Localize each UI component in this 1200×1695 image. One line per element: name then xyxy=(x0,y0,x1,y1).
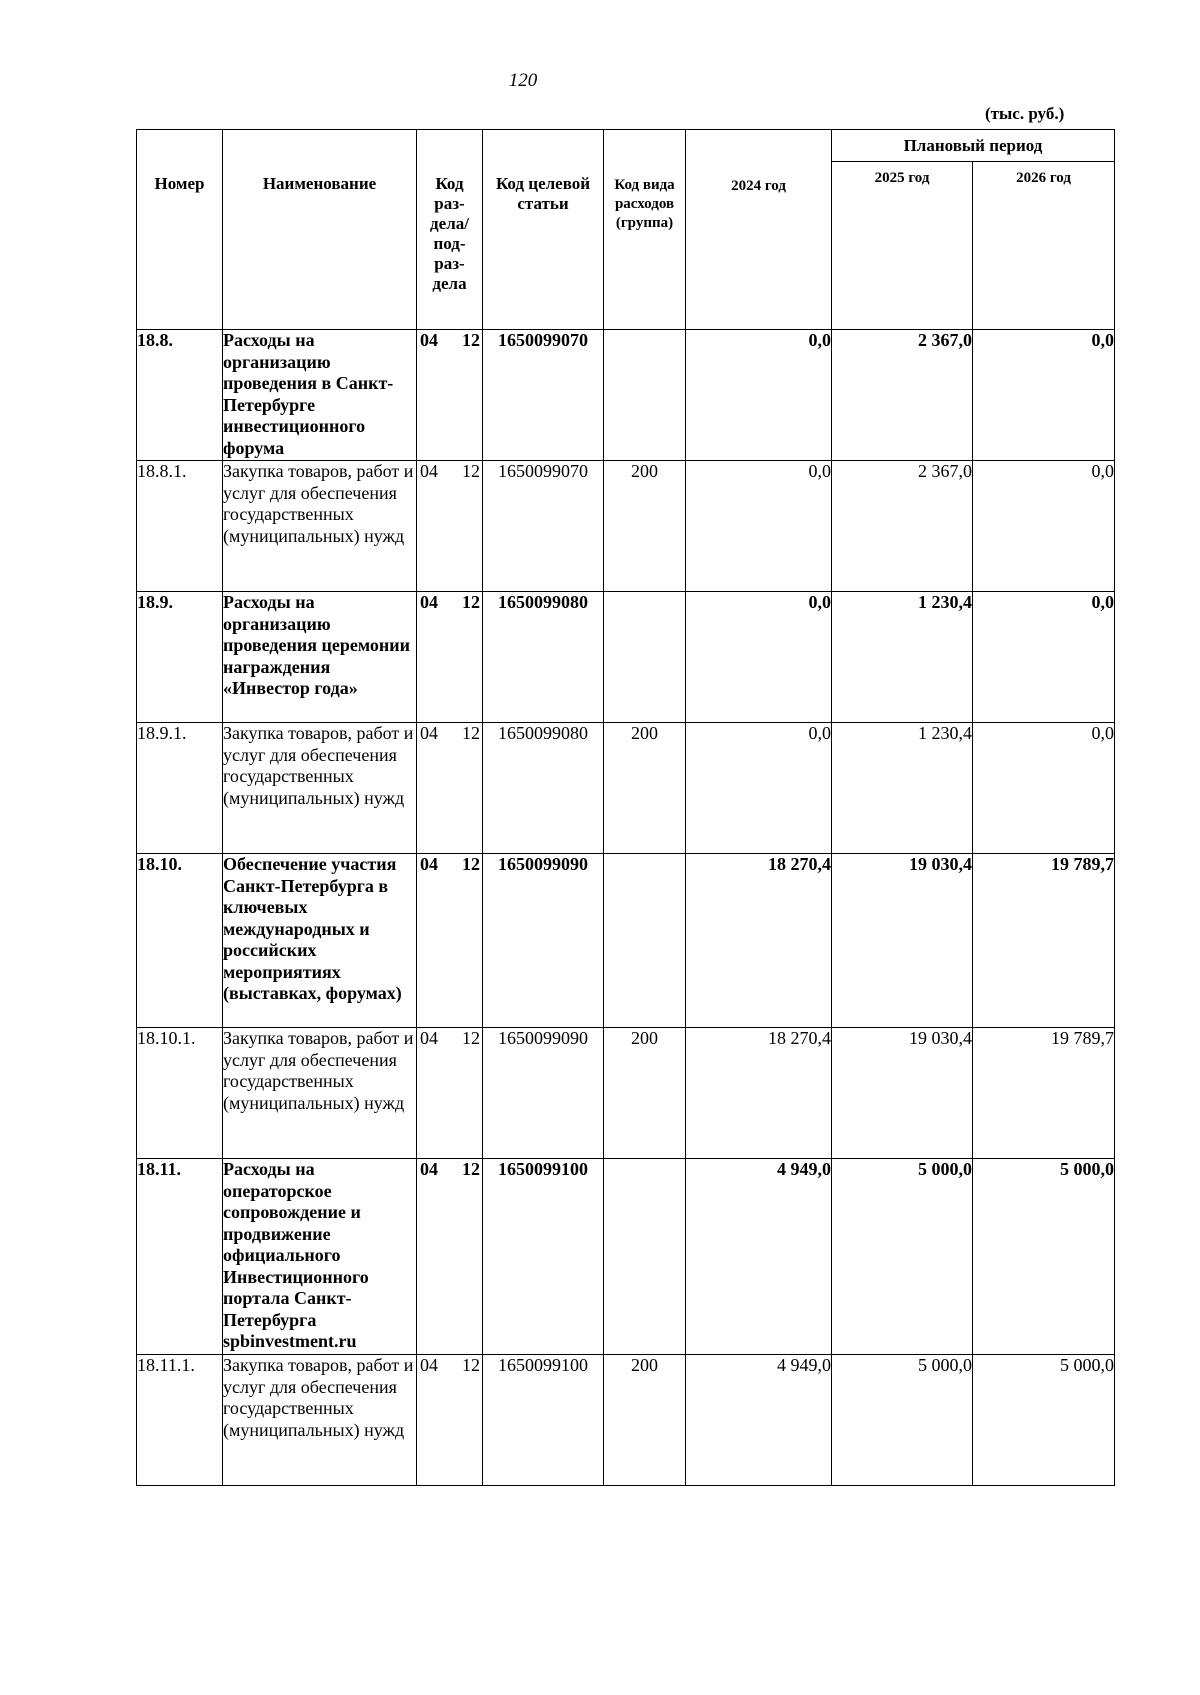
row-number: 18.8. xyxy=(137,330,223,461)
row-section-code: 04 12 xyxy=(417,1028,483,1159)
row-number: 18.9.1. xyxy=(137,723,223,854)
row-amount-2024: 0,0 xyxy=(686,330,832,461)
row-amount-2024: 18 270,4 xyxy=(686,854,832,1028)
table-row xyxy=(137,854,1115,1028)
row-target-code: 1650099090 xyxy=(483,1028,604,1159)
row-amount-2024: 0,0 xyxy=(686,723,832,854)
row-amount-2025: 5 000,0 xyxy=(832,1159,973,1355)
row-target-code: 1650099100 xyxy=(483,1355,604,1486)
table-row xyxy=(137,1159,1115,1355)
row-amount-2025: 2 367,0 xyxy=(832,461,973,592)
row-target-code: 1650099070 xyxy=(483,330,604,461)
row-section-code: 04 12 xyxy=(417,1159,483,1355)
row-name: Расходы на операторское сопровождение и продвижение официального Инвестиционного портала Санкт-Петербурга spbinvestment.ru xyxy=(223,1159,417,1355)
row-amount-2024: 4 949,0 xyxy=(686,1159,832,1355)
row-name: Закупка товаров, работ и услуг для обеспечения государственных (муниципальных) нужд xyxy=(223,723,417,854)
row-amount-2026: 0,0 xyxy=(973,461,1115,592)
row-expense-group: 200 xyxy=(604,1028,686,1159)
table-row xyxy=(137,330,1115,461)
budget-table xyxy=(136,129,1115,1486)
row-amount-2024: 4 949,0 xyxy=(686,1355,832,1486)
row-number: 18.9. xyxy=(137,592,223,723)
header-target-code: Код целевой статьи xyxy=(483,130,604,330)
row-name: Расходы на организацию проведения в Санкт-Петербурге инвестиционного форума xyxy=(223,330,417,461)
row-amount-2024: 18 270,4 xyxy=(686,1028,832,1159)
row-expense-group xyxy=(604,592,686,723)
row-amount-2026: 0,0 xyxy=(973,330,1115,461)
row-amount-2026: 5 000,0 xyxy=(973,1159,1115,1355)
row-amount-2025: 2 367,0 xyxy=(832,330,973,461)
row-name: Закупка товаров, работ и услуг для обеспечения государственных (муниципальных) нужд xyxy=(223,1355,417,1486)
table-row xyxy=(137,723,1115,854)
header-year-2026: 2026 год xyxy=(973,162,1115,330)
row-target-code: 1650099090 xyxy=(483,854,604,1028)
header-expense-type: Код вида расходов (группа) xyxy=(604,130,686,330)
row-name: Закупка товаров, работ и услуг для обеспечения государственных (муниципальных) нужд xyxy=(223,461,417,592)
row-target-code: 1650099080 xyxy=(483,592,604,723)
table-row xyxy=(137,1355,1115,1486)
row-name: Расходы на организацию проведения церемонии награждения «Инвестор года» xyxy=(223,592,417,723)
row-number: 18.10. xyxy=(137,854,223,1028)
row-amount-2025: 1 230,4 xyxy=(832,592,973,723)
row-section-code: 04 12 xyxy=(417,592,483,723)
row-amount-2026: 5 000,0 xyxy=(973,1355,1115,1486)
table-body xyxy=(137,330,1115,1486)
row-amount-2025: 5 000,0 xyxy=(832,1355,973,1486)
header-planning-period: Плановый период xyxy=(832,130,1115,162)
row-section-code: 04 12 xyxy=(417,723,483,854)
row-amount-2025: 19 030,4 xyxy=(832,854,973,1028)
row-section-code: 04 12 xyxy=(417,330,483,461)
row-amount-2024: 0,0 xyxy=(686,461,832,592)
header-year-2025: 2025 год xyxy=(832,162,973,330)
header-section-code: Код раз-дела/ под-раз-дела xyxy=(417,130,483,330)
row-number: 18.10.1. xyxy=(137,1028,223,1159)
row-expense-group xyxy=(604,330,686,461)
row-amount-2026: 19 789,7 xyxy=(973,854,1115,1028)
header-name: Наименование xyxy=(223,130,417,330)
row-target-code: 1650099070 xyxy=(483,461,604,592)
row-number: 18.8.1. xyxy=(137,461,223,592)
row-amount-2026: 0,0 xyxy=(973,592,1115,723)
row-amount-2024: 0,0 xyxy=(686,592,832,723)
row-section-code: 04 12 xyxy=(417,1355,483,1486)
row-amount-2025: 19 030,4 xyxy=(832,1028,973,1159)
row-expense-group: 200 xyxy=(604,461,686,592)
row-amount-2026: 19 789,7 xyxy=(973,1028,1115,1159)
row-name: Закупка товаров, работ и услуг для обеспечения государственных (муниципальных) нужд xyxy=(223,1028,417,1159)
row-amount-2026: 0,0 xyxy=(973,723,1115,854)
units-label: (тыс. руб.) xyxy=(985,104,1065,123)
page-number: 120 xyxy=(508,70,538,91)
row-target-code: 1650099100 xyxy=(483,1159,604,1355)
row-expense-group: 200 xyxy=(604,723,686,854)
row-section-code: 04 12 xyxy=(417,854,483,1028)
table-row xyxy=(137,461,1115,592)
header-number: Номер xyxy=(137,130,223,330)
header-year-2024: 2024 год xyxy=(686,130,832,330)
table-header xyxy=(137,130,1115,330)
row-expense-group xyxy=(604,854,686,1028)
row-expense-group: 200 xyxy=(604,1355,686,1486)
row-expense-group xyxy=(604,1159,686,1355)
row-number: 18.11.1. xyxy=(137,1355,223,1486)
row-section-code: 04 12 xyxy=(417,461,483,592)
row-amount-2025: 1 230,4 xyxy=(832,723,973,854)
row-name: Обеспечение участия Санкт-Петербурга в ключевых международных и российских мероприятиях (выставках, форумах) xyxy=(223,854,417,1028)
row-number: 18.11. xyxy=(137,1159,223,1355)
table-row xyxy=(137,1028,1115,1159)
row-target-code: 1650099080 xyxy=(483,723,604,854)
table-row xyxy=(137,592,1115,723)
